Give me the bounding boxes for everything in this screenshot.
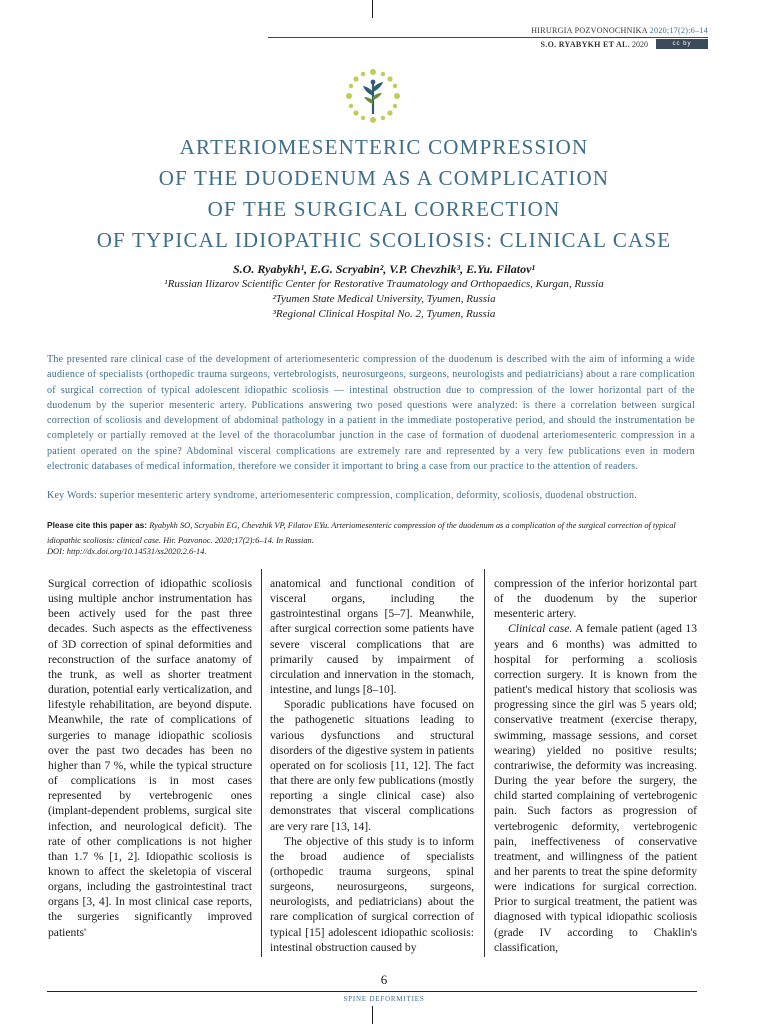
citation-block (47, 518, 695, 548)
clinical-case-lead: Clinical case. (508, 622, 573, 636)
body-paragraph: Sporadic publications have focused on the pathogenetic situations leading to various dysfunctions and structural disorders of the digestive system in patients operated on for scoliosis [11, 12]. The fact that there are only few publications (mostly reporting a single clinical case) also demonstrates that visceral complications are very rare [13, 14]. (270, 698, 474, 833)
page-number: 6 (380, 972, 388, 987)
body-paragraph: compression of the inferior horizontal part of the duodenum by the superior mesenteric artery. (494, 577, 697, 621)
body-paragraph-clinical-case (494, 621, 697, 954)
journal-logo-icon (343, 66, 403, 126)
column-divider (484, 569, 485, 957)
citation-text: Ryabykh SO, Scryabin EG, Chevzhik VP, Filatov EYu. Arteriomesenteric compression of the duodenum as a complication of the surgical correction of typical idiopathic scoliosis: clinical case. Hir. Pozvonoc. 2020;17(2):6–14. In Russian. (47, 521, 676, 545)
running-header (268, 26, 708, 58)
body-paragraph: Surgical correction of idiopathic scoliosis using multiple anchor instrumentation has been actively used for the past three decades. Such aspects as the effectiveness of 3D correction of spinal deformities and reconstruction of the surface anatomy of the trunk, as well as shorter treatment duration, potential early verticalization, and lifestyle rehabilitation, are beyond dispute. Meanwhile, the rate of complications of surgeries to manage idiopathic scoliosis over the past two decades has been no higher than 7 %, while the typical structure of complications is in most cases represented by vertebrogenic ones (implant-dependent problems, surgical site infection, and neurological deficit). The rate of other complications is not higher than 1.7 % [1, 2]. Idiopathic scoliosis is known to affect the skeletopia of visceral organs, including the gastrointestinal tract organs [3, 4]. In most clinical case reports, the surgeries significantly improved patients' (48, 577, 252, 939)
top-crop-mark (372, 0, 373, 18)
journal-name: HIRURGIA POZVONOCHNIKA (531, 26, 648, 35)
doi-link[interactable]: DOI: http://dx.doi.org/10.14531/ss2020.2.6-14. (47, 547, 207, 556)
body-paragraph: The objective of this study is to inform the broad audience of specialists (orthopedic trauma surgeons, spinal surgeons, neurosurgeons, surgeons, neurologists, and pediatricians) about the rare complication of surgical correction of typical [15] adolescent idiopathic scoliosis: intestinal obstruction caused by (270, 834, 474, 954)
body-paragraph: anatomical and functional condition of visceral organs, including the gastrointestinal organs [5–7]. Meanwhile, after surgical correction some patients have severe visceral complications that are primarily caused by impairment of circulation and innervation in the stomach, intestine, and lungs [8–10]. (270, 577, 474, 697)
keywords: Key Words: superior mesenteric artery syndrome, arteriomesenteric compression, complication, deformity, scoliosis, duodenal obstruction. (47, 490, 637, 501)
body-column-2 (270, 576, 474, 956)
body-column-3 (494, 576, 697, 956)
title-line-2: OF THE DUODENUM AS A COMPLICATION (158, 166, 610, 190)
running-author-names: S.O. RYABYKH ET AL. (540, 40, 630, 49)
running-year: 2020 (632, 40, 648, 49)
journal-citation: 2020;17(2):6–14 (649, 26, 708, 35)
title-line-4: OF TYPICAL IDIOPATHIC SCOLIOSIS: CLINICAL CASE (96, 228, 672, 252)
cc-license-badge[interactable]: cc by (656, 39, 708, 49)
title-line-3: OF THE SURGICAL CORRECTION (207, 197, 561, 221)
author-list: S.O. Ryabykh¹, E.G. Scryabin², V.P. Chevzhik³, E.Yu. Filatov¹ (232, 262, 535, 276)
column-divider (261, 569, 262, 957)
abstract: The presented rare clinical case of the development of arteriomesenteric compression of the duodenum is described with the aim of informing a wide audience of specialists (orthopedic trauma surgeons, vertebrologists, neurosurgeons, surgeons, neurologists and pediatricians) about a rare complication of surgical correction of typical adolescent idiopathic scoliosis — intestinal obstruction due to compression of the lower horizontal part of the duodenum by the superior mesenteric artery. Publications answering two posed questions were analyzed: is there a correlation between surgical correction of scoliosis and development of abdominal pathology in a patient in the immediate postoperative period, and should the instrumentation be completely or partially removed at the level of the thoracolumbar junction in the case of formation of duodenal arteriomesenteric compression in a patient operated on the spine? Abdominal visceral complications are extremely rare and represented by a very few publications even in modern electronic databases of medical information, therefore we consider it important to bring a case from our practice to the attention of readers. (47, 354, 695, 473)
bottom-crop-mark (372, 1006, 373, 1024)
affiliation-1: ¹Russian Ilizarov Scientific Center for Restorative Traumatology and Orthopaedics, Kurgan, Russia (164, 278, 604, 290)
running-author (541, 40, 648, 49)
affiliation-2: ²Tyumen State Medical University, Tyumen, Russia (272, 293, 496, 305)
journal-line (531, 26, 708, 35)
footer-rule (47, 991, 697, 992)
clinical-case-text: A female patient (aged 13 years and 6 months) was admitted to hospital for performing a scoliosis correction surgery. It is known from the patient's medical history that scoliosis was progressing since the girl was 5 years old; conservative treatment (exercise therapy, swimming, massage sessions, and corset wearing) yielded no positive results; contrariwise, the deformity was increasing. During the year before the surgery, the child started complaining of vertebrogenic pain. Such factors as progression of vertebrogenic deformity, vertebrogenic pain, ineffectiveness of conservative treatment, and willingness of the patient and her parents to treat the spine deformity were indications for surgical correction. Prior to surgical treatment, the patient was diagnosed with typical idiopathic scoliosis (grade IV according to Chaklin's classification, (494, 622, 697, 954)
affiliation-3: ³Regional Clinical Hospital No. 2, Tyumen, Russia (272, 308, 496, 320)
section-name: SPINE DEFORMITIES (343, 995, 425, 1003)
citation-label: Please cite this paper as: (47, 520, 148, 530)
body-column-1 (48, 576, 252, 956)
header-rule (268, 37, 708, 38)
article-title (40, 132, 728, 256)
title-line-1: ARTERIOMESENTERIC COMPRESSION (179, 135, 589, 159)
